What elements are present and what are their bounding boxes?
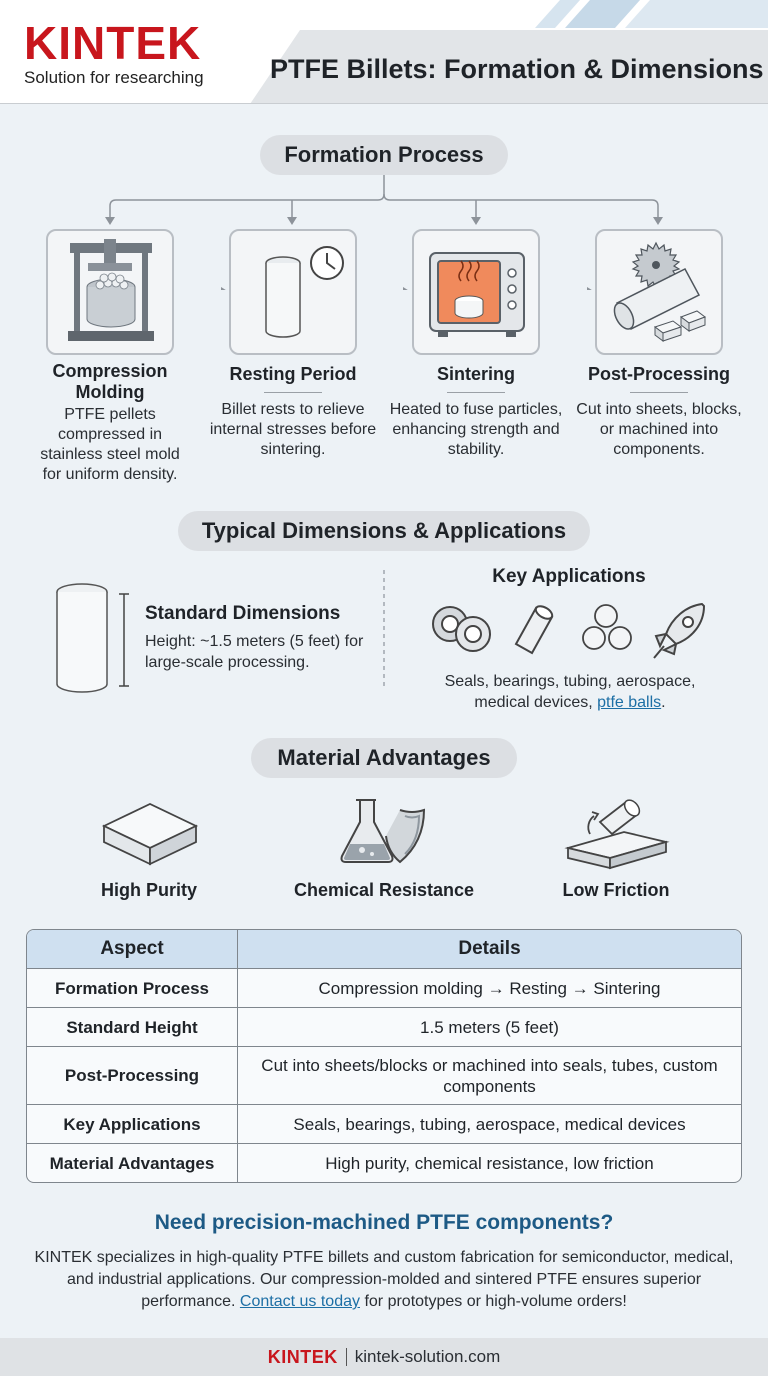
step-title-post-processing: Post-Processing: [587, 364, 731, 384]
high-purity-icon: [96, 796, 206, 876]
resting-period-card: [229, 229, 357, 355]
section-divider: [382, 570, 386, 690]
sintering-card: [412, 229, 540, 355]
standard-dimensions-text: Height: ~1.5 meters (5 feet) for large-scale processing.: [145, 633, 364, 671]
chemical-resistance-icon: [332, 792, 442, 872]
step-desc-compression-molding: PTFE pellets compressed in stainless steel mold for uniform density.: [40, 406, 180, 483]
step-title-compression-molding: Compression Molding: [52, 361, 168, 402]
billet-clock-icon: [231, 231, 355, 353]
footer-brand: KINTEK: [267, 1346, 338, 1367]
table-row: [27, 1143, 741, 1182]
footer-separator: [346, 1348, 347, 1366]
step-desc-resting-period: Billet rests to relieve internal stresses before sintering.: [209, 401, 377, 458]
key-applications-text: [418, 671, 722, 713]
seal-rings-icon: [433, 607, 490, 651]
page-title: PTFE Billets: Formation & Dimensions: [270, 54, 764, 84]
divider: [264, 392, 322, 393]
divider: [630, 392, 688, 393]
low-friction-icon: [562, 792, 672, 872]
table-cell-aspect: Post-Processing: [27, 1047, 238, 1104]
table-header-details: Details: [238, 930, 741, 968]
table-cell-aspect: Key Applications: [27, 1105, 238, 1143]
table-header-row: [27, 930, 741, 968]
table-row: [27, 1104, 741, 1143]
header: [0, 0, 768, 104]
contact-us-link[interactable]: Contact us today: [239, 1293, 360, 1310]
cta-body-end: for prototypes or high-volume orders!: [360, 1293, 627, 1310]
applications-icons: [428, 598, 728, 668]
balls-icon: [583, 605, 631, 649]
table-row: [27, 1007, 741, 1046]
post-processing-card: [595, 229, 723, 355]
table-row: [27, 1046, 741, 1104]
tubing-icon: [516, 604, 554, 653]
table-header-aspect: Aspect: [27, 930, 238, 968]
advantage-high-purity: High Purity: [100, 880, 197, 900]
table-row: [27, 968, 741, 1007]
table-cell-details: Seals, bearings, tubing, aerospace, medical devices: [293, 1114, 686, 1134]
step-desc-post-processing: Cut into sheets, blocks, or machined into components.: [576, 401, 742, 458]
advantage-low-friction: Low Friction: [562, 880, 670, 900]
cta-title: Need precision-machined PTFE components?: [154, 1211, 614, 1234]
oven-icon: [414, 231, 538, 353]
key-applications-list: Seals, bearings, tubing, aerospace, medical devices,: [444, 673, 696, 711]
step-desc-sintering: Heated to fuse particles, enhancing strength and stability.: [389, 401, 563, 458]
advantage-chemical-resistance: Chemical Resistance: [293, 880, 475, 900]
table-cell-details: High purity, chemical resistance, low friction: [325, 1153, 654, 1173]
brand-tagline: Solution for researching: [24, 68, 204, 87]
press-mold-icon: [48, 231, 172, 353]
billet-dimension-icon: [50, 580, 140, 700]
saw-cutting-icon: [597, 231, 721, 353]
step-title-sintering: Sintering: [436, 364, 515, 384]
divider: [447, 392, 505, 393]
key-applications-title: Key Applications: [492, 566, 646, 587]
footer: [0, 1338, 768, 1376]
kintek-logo[interactable]: [24, 17, 204, 88]
rocket-icon: [654, 604, 704, 658]
table-cell-aspect: Formation Process: [27, 969, 238, 1007]
key-applications-period: .: [661, 694, 666, 711]
advantages-heading: Material Advantages: [251, 738, 517, 778]
table-cell-details: Cut into sheets/blocks or machined into seals, tubes, custom components: [261, 1055, 718, 1096]
table-cell-details: Compression molding → Resting → Sintering: [318, 978, 661, 998]
table-cell-details: 1.5 meters (5 feet): [420, 1017, 559, 1037]
cta-text: [24, 1247, 744, 1313]
table-cell-aspect: Material Advantages: [27, 1144, 238, 1182]
compression-molding-card: [46, 229, 174, 355]
formation-heading: Formation Process: [260, 135, 508, 175]
dimensions-heading: Typical Dimensions & Applications: [178, 511, 590, 551]
brand-name: KINTEK: [24, 17, 202, 69]
summary-table: [26, 929, 742, 1183]
standard-dimensions-title: Standard Dimensions: [145, 603, 341, 624]
step-title-resting-period: Resting Period: [229, 364, 357, 384]
ptfe-balls-link[interactable]: ptfe balls: [597, 694, 662, 711]
table-cell-aspect: Standard Height: [27, 1008, 238, 1046]
footer-website-link[interactable]: kintek-solution.com: [354, 1347, 501, 1366]
cta-body: KINTEK specializes in high-quality PTFE billets and custom fabrication for semiconductor, medical, and industrial applications. Our compression-molded and sintered PTFE ensures superior performance.: [34, 1249, 734, 1310]
